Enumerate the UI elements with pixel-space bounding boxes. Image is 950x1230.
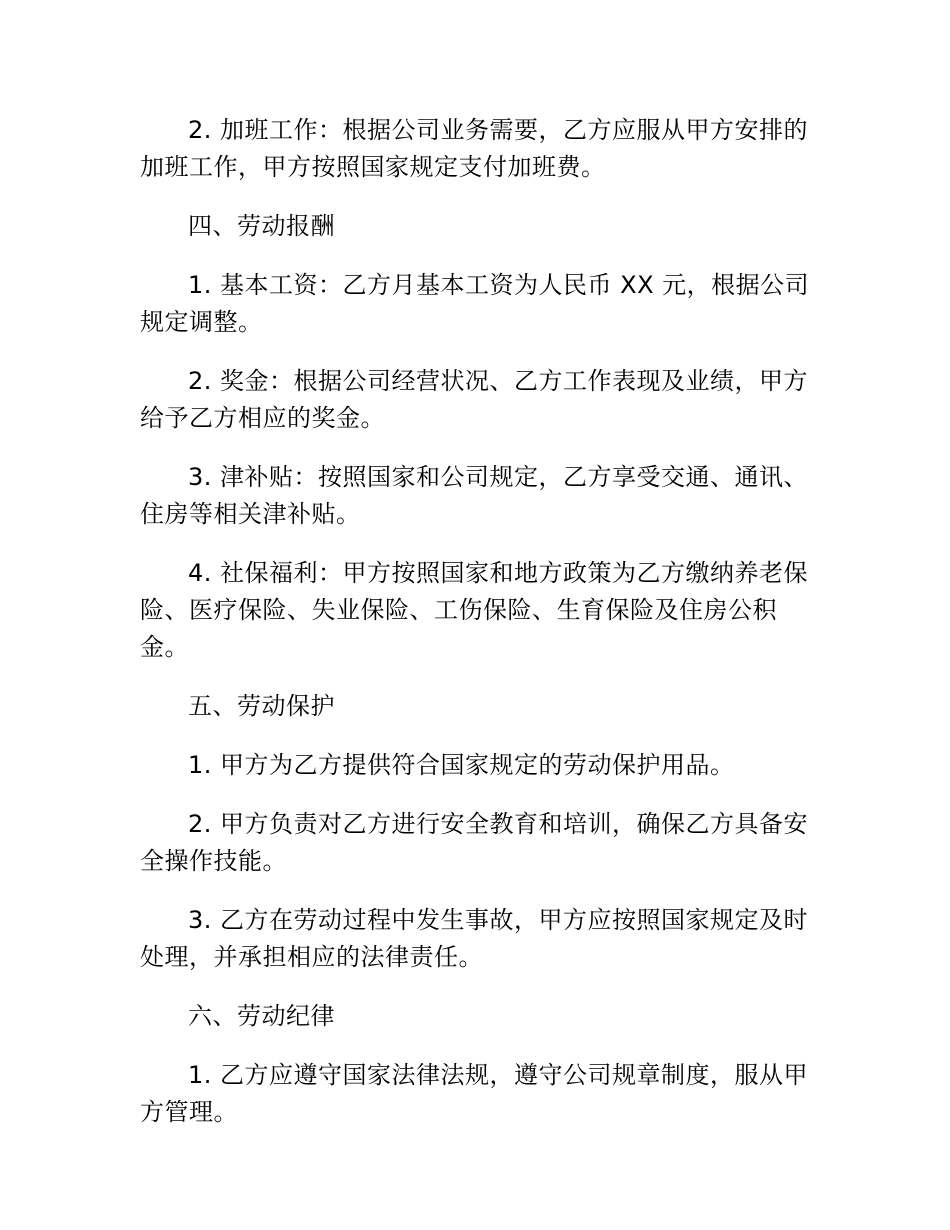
basic-salary-clause: 1. 基本工资：乙方月基本工资为人民币 XX 元，根据公司规定调整。 <box>140 271 810 336</box>
section-heading-labor-protection: 五、劳动保护 <box>188 692 335 720</box>
safety-training-clause: 2. 甲方负责对乙方进行安全教育和培训，确保乙方具备安全操作技能。 <box>140 810 809 875</box>
bonus-clause: 2. 奖金：根据公司经营状况、乙方工作表现及业绩，甲方给予乙方相应的奖金。 <box>140 367 809 432</box>
protective-equipment-clause: 1. 甲方为乙方提供符合国家规定的劳动保护用品。 <box>188 751 735 779</box>
allowance-clause: 3. 津补贴：按照国家和公司规定，乙方享受交通、通讯、住房等相关津补贴。 <box>140 463 809 528</box>
overtime-clause: 2. 加班工作：根据公司业务需要，乙方应服从甲方安排的加班工作，甲方按照国家规定支付加班费。 <box>140 116 809 181</box>
social-insurance-clause: 4. 社保福利：甲方按照国家和地方政策为乙方缴纳养老保险、医疗保险、失业保险、工伤保险、生育保险及住房公积金。 <box>140 559 809 661</box>
section-heading-remuneration: 四、劳动报酬 <box>188 212 335 240</box>
accident-handling-clause: 3. 乙方在劳动过程中发生事故，甲方应按照国家规定及时处理，并承担相应的法律责任。 <box>140 906 809 971</box>
document-page <box>140 112 820 1153</box>
compliance-clause: 1. 乙方应遵守国家法律法规，遵守公司规章制度，服从甲方管理。 <box>140 1061 809 1126</box>
section-heading-labor-discipline: 六、劳动纪律 <box>188 1002 335 1030</box>
